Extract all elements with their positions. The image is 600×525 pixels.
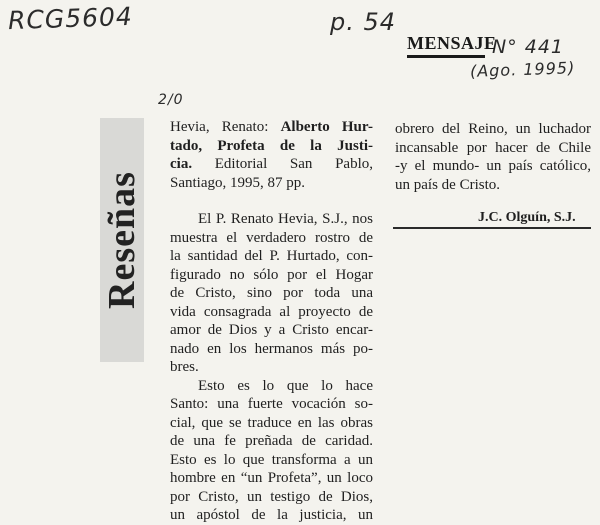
body-line: un apóstol de la justicia, un [170, 507, 373, 523]
citation-line-3 [170, 155, 373, 174]
body-line: obrero del Reino, un luchador [395, 121, 591, 137]
masthead-underline [407, 55, 485, 58]
body-line: un país de Cristo. [395, 176, 500, 193]
citation-title-c: cia. [170, 156, 193, 172]
handwritten-date: (Ago. 1995) [469, 58, 576, 81]
body-line: bres. [170, 359, 199, 375]
body-line: muestra el verdadero rostro de [170, 229, 373, 246]
reviewer-signature: J.C. Olguín, S.J. [478, 210, 576, 225]
body-line: la santidad del P. Hurtado, con- [170, 248, 373, 264]
body-line: vida consagrada al proyecto de [170, 303, 373, 320]
citation-title-b: tado, Profeta de la Justi- [170, 137, 373, 154]
handwritten-mark: 2/0 [158, 92, 184, 108]
body-line: Esto es lo que transforma a un [170, 451, 373, 468]
citation-publisher: Editorial San Pablo, [214, 156, 373, 172]
body-line: cial, que se traduce en las obras [170, 414, 373, 431]
citation-title-a: Alberto Hur- [280, 119, 373, 135]
body-line: figurado no sólo por el Hogar [170, 266, 373, 283]
section-label: Reseñas [101, 171, 143, 309]
body-line: Esto es lo que lo hace [198, 377, 373, 394]
body-line: amor de Dios y a Cristo encar- [170, 322, 373, 338]
body-line: nado en los hermanos más po- [170, 340, 373, 357]
review-column-right [395, 120, 591, 194]
handwritten-page: p. 54 [330, 8, 397, 36]
body-line: Santo: una fuerte vocación so- [170, 396, 373, 412]
body-line: de Cristo, sino por toda una [170, 285, 373, 301]
masthead-label: MENSAJE [407, 33, 497, 53]
body-line: -y el mundo- un país católico, [395, 158, 591, 174]
masthead [407, 33, 497, 63]
handwritten-issue: N° 441 [492, 36, 565, 58]
body-line: El P. Renato Hevia, S.J., nos [198, 211, 373, 227]
citation-author: Hevia, Renato: [170, 119, 269, 135]
citation-line-1 [170, 118, 373, 137]
citation-line-4: Santiago, 1995, 87 pp. [170, 174, 305, 191]
review-column-left [170, 118, 373, 525]
body-line: hombre en “un Profeta”, un loco [170, 470, 373, 486]
citation-line-2 [170, 137, 373, 156]
handwritten-code: RCG5604 [7, 1, 134, 36]
body-line: por Cristo, un testigo de Dios, [170, 488, 373, 505]
body-line: de una fe preñada de caridad. [170, 433, 373, 449]
divider [393, 227, 591, 229]
body-line: incansable por hacer de Chile [395, 139, 591, 156]
